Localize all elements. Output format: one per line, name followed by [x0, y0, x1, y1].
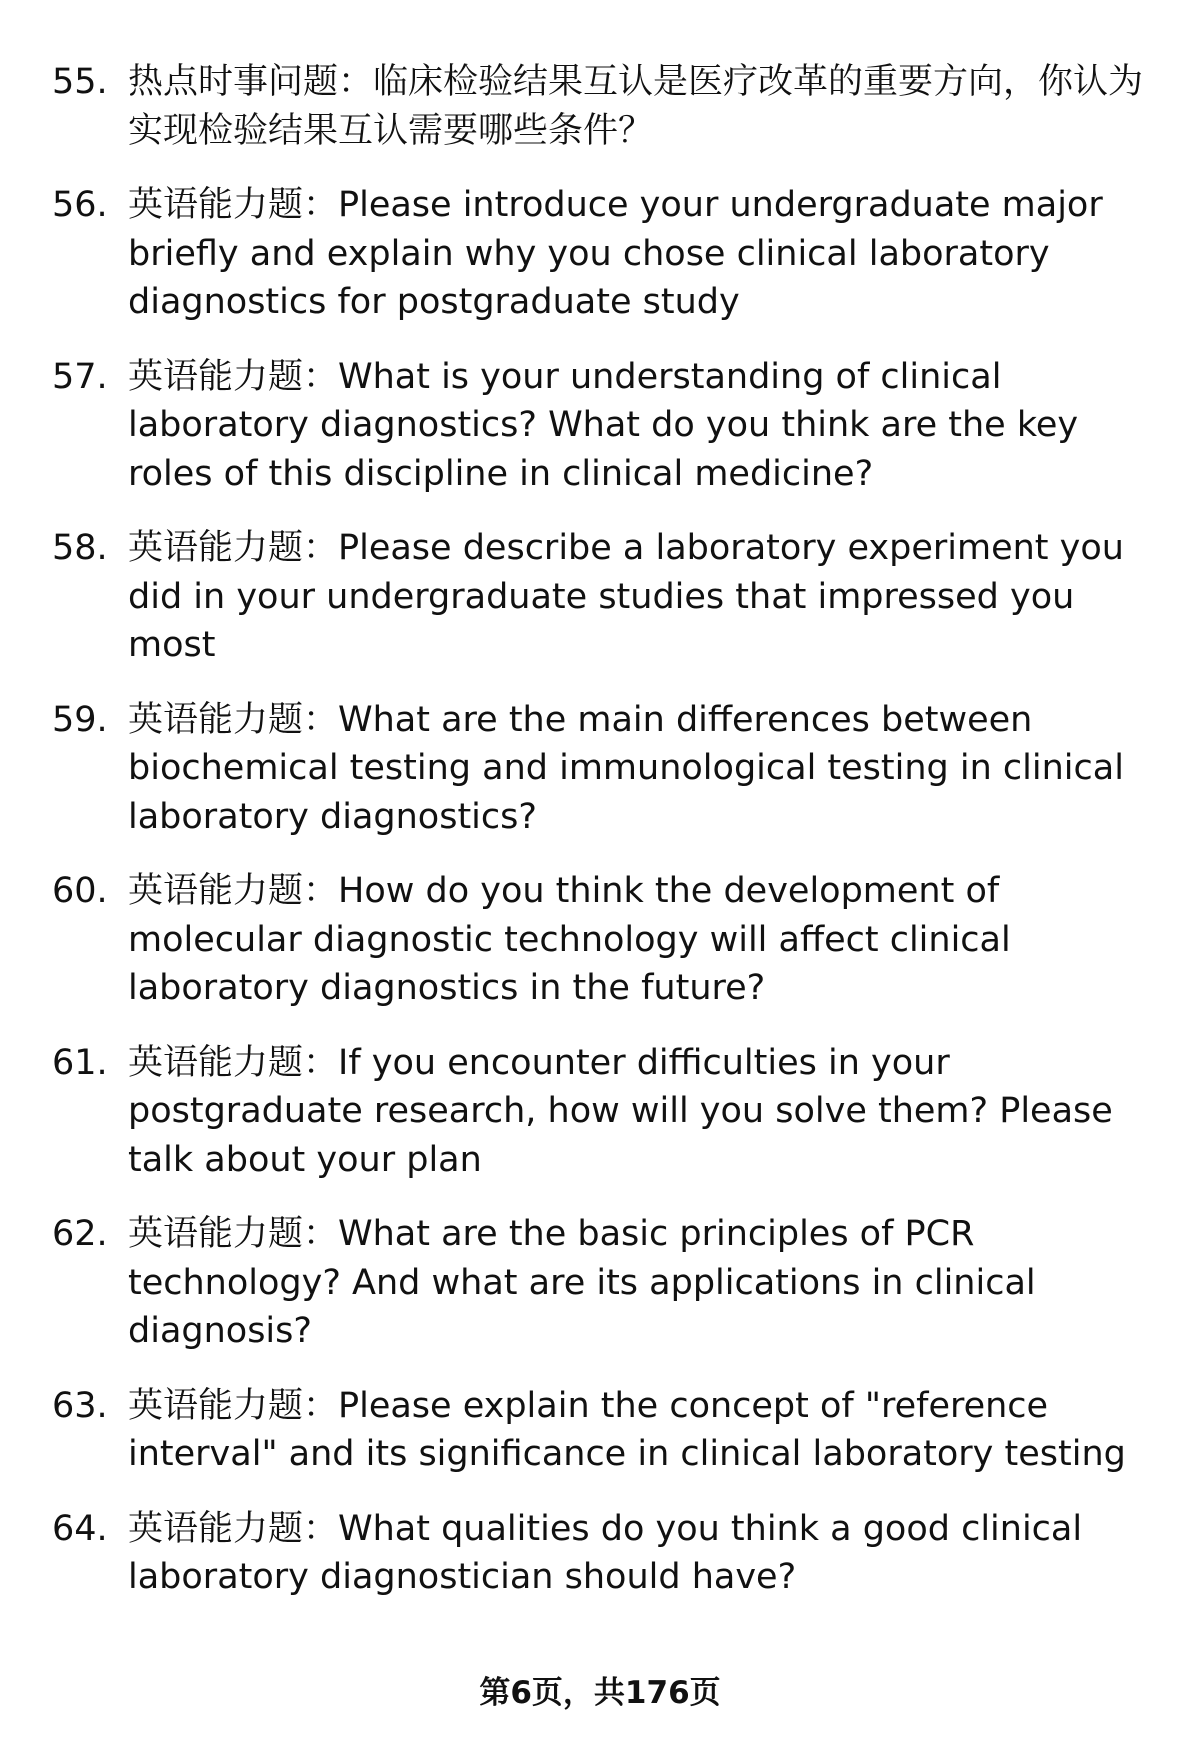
question-item: [52, 181, 1160, 327]
question-text: 英语能力题：What is your understanding of clinical laboratory diagnostics? What do you think are the key roles of this discipline in clinical medicine?: [128, 356, 1079, 494]
question-number: 64.: [52, 1508, 108, 1549]
question-text: 英语能力题：How do you think the development of molecular diagnostic technology will affect clinical laboratory diagnostics in the future?: [128, 871, 1011, 1008]
question-item: [52, 1039, 1160, 1185]
question-number: 60.: [52, 871, 108, 911]
question-item: [52, 524, 1160, 670]
question-text: 英语能力题：If you encounter difficulties in your postgraduate research, how will you solve them? Please talk about your plan: [128, 1042, 1113, 1180]
question-item: [52, 1505, 1160, 1602]
question-item: [52, 1210, 1160, 1356]
question-text: 英语能力题：What are the basic principles of PCR technology? And what are its applications in clinical diagnosis?: [128, 1214, 1036, 1351]
question-number: 62.: [52, 1214, 108, 1254]
question-number: 59.: [52, 699, 108, 740]
question-item: [52, 58, 1160, 155]
question-item: [52, 867, 1160, 1013]
question-number: 58.: [52, 528, 108, 568]
question-text: 英语能力题：What are the main differences between biochemical testing and immunological testing in clinical laboratory diagnostics?: [128, 699, 1124, 837]
question-number: 57.: [52, 356, 108, 397]
question-text: 英语能力题：Please describe a laboratory experiment you did in your undergraduate studies that impressed you most: [128, 528, 1124, 665]
question-number: 56.: [52, 185, 108, 225]
question-text: 英语能力题：What qualities do you think a good clinical laboratory diagnostician should have?: [128, 1508, 1083, 1597]
question-item: [52, 353, 1160, 499]
question-list: [52, 58, 1160, 1602]
question-number: 61.: [52, 1042, 108, 1083]
question-text: 英语能力题：Please explain the concept of "reference interval" and its significance in clinical laboratory testing: [128, 1385, 1126, 1474]
question-number: 63.: [52, 1385, 108, 1426]
question-number: 55.: [52, 62, 108, 102]
question-item: [52, 696, 1160, 842]
question-text: 英语能力题：Please introduce your undergraduate major briefly and explain why you chose clinical laboratory diagnostics for postgraduate study: [128, 185, 1103, 322]
page-number-footer: 第6页，共176页: [479, 1675, 721, 1711]
question-item: [52, 1382, 1160, 1479]
question-text: 热点时事问题：临床检验结果互认是医疗改革的重要方向，你认为实现检验结果互认需要哪些条件？: [128, 62, 1144, 151]
